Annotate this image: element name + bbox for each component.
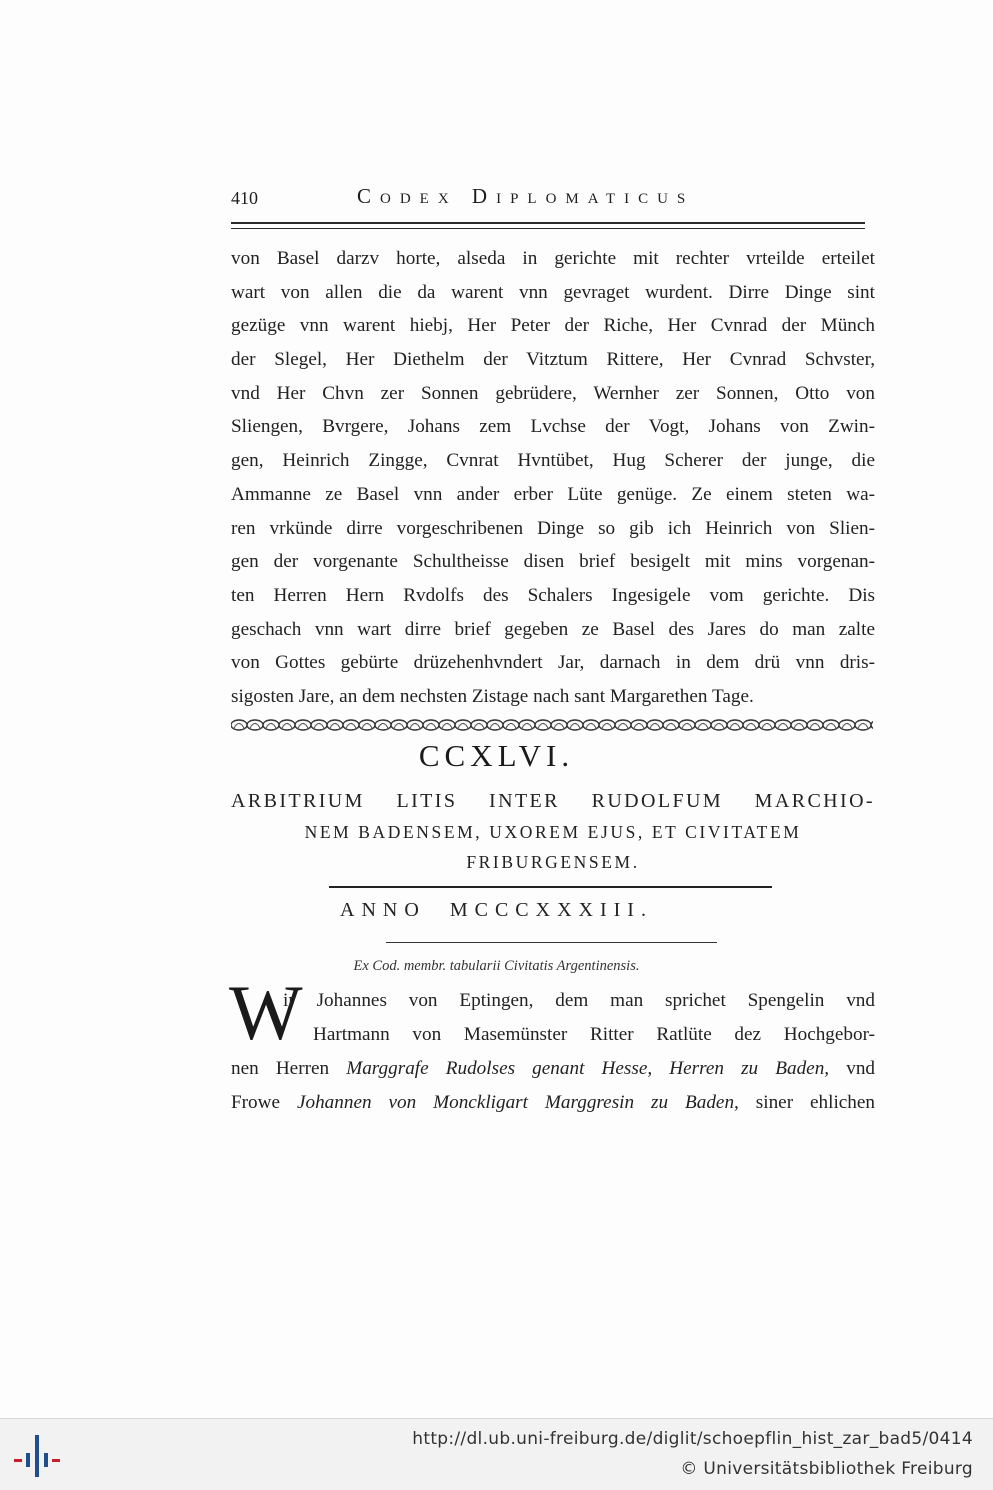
running-head [231,182,871,212]
source-note: Ex Cod. membr. tabularii Civitatis Argentinensis. [353,958,640,974]
text-line: sigosten Jare, an dem nechsten Zistage nach sant Margarethen Tage. [231,685,754,707]
ornament-link [599,720,615,730]
ornament-link [343,720,359,730]
ornament-twist [426,724,436,729]
ornament-twist [730,724,740,729]
document-number: CCXLVI. [418,738,575,773]
document-title [231,785,875,877]
ornament-twist [298,724,308,729]
ornament-link [615,720,631,730]
ornament-link [711,720,727,730]
ornament-link [839,720,855,730]
ornament-twist [506,724,516,729]
text-line: wart von allen die da warent vnn gevraget wurdent. Dirre Dinge sint [231,281,875,303]
ornament-link [471,720,487,730]
page-number: 410 [231,188,258,208]
text-line: gen der vorgenante Schultheisse disen brief besigelt mit mins vorgenan- [231,551,875,573]
ornament-border [231,717,873,733]
ornament-link [519,720,535,730]
ornament-twist [234,724,244,729]
ornament-twist [538,724,548,729]
text-line: von Basel darzv horte, alseda in gerichte mit rechter vrteilde erteilet [231,248,875,269]
ornament-link [423,720,439,730]
text-line [231,1052,875,1086]
ornament-twist [650,724,660,729]
ornament-link [647,720,663,730]
ornament-twist [282,724,292,729]
ornament-link [407,720,423,730]
ornament-link [871,720,873,730]
ornament-twist [378,724,388,729]
header-rule-thin [231,228,865,229]
ornament-link [775,720,791,730]
ornament-twist [522,724,532,729]
anno-line [0,899,993,922]
text-line: Sliengen, Bvrgere, Johans zem Lvchse der Vogt, Johans von Zwin- [231,416,875,438]
drop-cap: W [229,969,303,1056]
ornament-link [247,720,263,730]
ornament-twist [346,724,356,729]
ornament-twist [362,724,372,729]
text-segment: Frowe [231,1092,281,1113]
text-segment-italic: Herren zu Baden, [669,1058,830,1079]
text-line: von Gottes gebürte drüzehenhvndert Jar, darnach in dem drü vnn dris- [231,652,875,674]
ornament-twist [666,724,676,729]
ornament-link [791,720,807,730]
ornament-link [679,720,695,730]
ornament-link [439,720,455,730]
ornament-link [807,720,823,730]
ornament-twist [778,724,788,729]
text-segment: nen Herren [231,1058,330,1079]
body-text [231,242,875,714]
ornament-link [279,720,295,730]
ornament-link [727,720,743,730]
ornament-link [263,720,279,730]
text-line: vnd Her Chvn zer Sonnen gebrüdere, Wernher zer Sonnen, Otto von [231,382,875,404]
ornament-twist [474,724,484,729]
copyright-text: © Universitätsbibliothek Freiburg [680,1459,973,1479]
ornament-twist [314,724,324,729]
ornament-link [327,720,343,730]
ornament-link [311,720,327,730]
ornament-link [455,720,471,730]
ornament-link [375,720,391,730]
ornament-twist [442,724,452,729]
text-segment: vnd [846,1058,875,1079]
ornament-link [295,720,311,730]
title-line: FRIBURGENSEM. [466,852,640,872]
ornament-twist [554,724,564,729]
text-line: der Slegel, Her Diethelm der Vitztum Rittere, Her Cvnrad Schvster, [231,349,875,371]
ornament-link [583,720,599,730]
text-line: ten Herren Hern Rvdolfs des Schalers Ingesigele vom gerichte. Dis [231,584,875,606]
ornament-twist [794,724,804,729]
ornament-link [535,720,551,730]
document-text [231,984,875,1120]
ornament-twist [266,724,276,729]
text-line: Hartmann von Masemünster Ritter Ratlüte dez Hochgebor- [313,1024,875,1045]
ornament-link [231,720,247,730]
ornament-twist [634,724,644,729]
text-line: gen, Heinrich Zingge, Cvnrat Hvntübet, Hug Scherer der junge, die [231,450,875,472]
ornament-twist [714,724,724,729]
text-line: ir Johannes von Eptingen, dem man sprichet Spengelin vnd [283,990,875,1011]
library-logo-icon [14,1433,64,1479]
ornament-link [359,720,375,730]
text-segment-italic: Johannen von Monckligart Marggresin zu Baden, [296,1092,739,1113]
section-rule [329,886,772,888]
ornament-link [855,720,871,730]
anno-year: MCCCXXXIII. [449,899,653,921]
ornament-twist [250,724,260,729]
ornament-twist [602,724,612,729]
text-line: geschach vnn wart dirre brief gegeben ze Basel des Jares do man zalte [231,618,875,640]
ornament-twist [698,724,708,729]
ornament-link [759,720,775,730]
ornament-twist [762,724,772,729]
ornament-link [631,720,647,730]
text-line: gezüge vnn warent hiebj, Her Peter der Riche, Her Cvnrad der Münch [231,315,875,337]
ornament-twist [586,724,596,729]
viewer-footer [0,1418,993,1490]
ornament-twist [842,724,852,729]
text-line: ren vrkünde dirre vorgeschribenen Dinge so gib ich Heinrich von Slien- [231,517,875,539]
ornament-link [487,720,503,730]
ornament-twist [394,724,404,729]
text-segment: siner ehlichen [755,1092,876,1113]
running-head-title: Codex Diplomaticus [357,184,695,208]
ornament-link [567,720,583,730]
permalink-link[interactable]: http://dl.ub.uni-freiburg.de/diglit/schoepflin_hist_zar_bad5/0414 [412,1429,973,1449]
ornament-twist [458,724,468,729]
text-line: Ammanne ze Basel vnn ander erber Lüte genüge. Ze einem steten wa- [231,483,875,505]
ornament-link [743,720,759,730]
ornament-link [391,720,407,730]
text-segment-italic: Marggrafe Rudolses genant Hesse, [346,1058,653,1079]
ornament-link [823,720,839,730]
header-rule [231,222,865,224]
ornament-twist [570,724,580,729]
ornament-link [663,720,679,730]
ornament-twist [410,724,420,729]
ornament-twist [826,724,836,729]
section-rule-short [386,942,717,943]
ornament-twist [858,724,868,729]
title-line: NEM BADENSEM, UXOREM EJUS, ET CIVITATEM [304,822,802,842]
ornament-twist [490,724,500,729]
ornament-link [551,720,567,730]
ornament-link [695,720,711,730]
anno-label: ANNO [340,899,426,921]
ornament-twist [682,724,692,729]
ornament-twist [810,724,820,729]
ornament-twist [618,724,628,729]
title-line: ARBITRIUM LITIS INTER RUDOLFUM MARCHIO- [231,790,875,812]
ornament-twist [330,724,340,729]
ornament-twist [746,724,756,729]
ornament-link [503,720,519,730]
text-line [231,1086,875,1120]
